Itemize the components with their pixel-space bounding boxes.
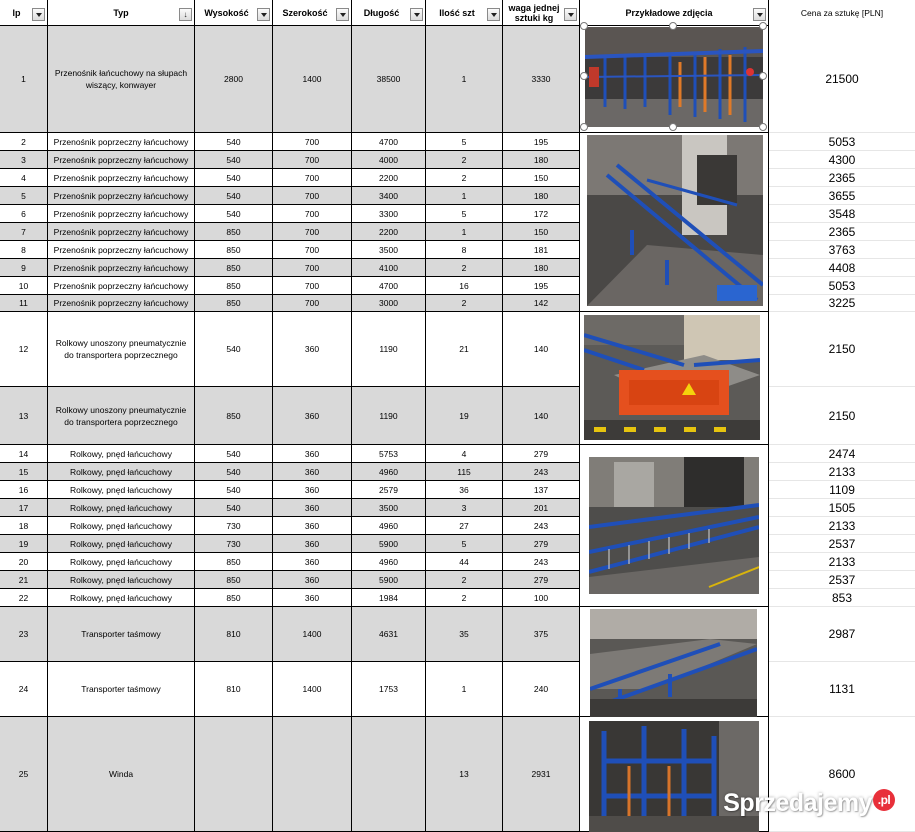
cell-typ[interactable]: Rolkowy, pnęd łańcuchowy bbox=[48, 517, 195, 535]
cell-lp[interactable]: 7 bbox=[0, 223, 48, 241]
cell-ilosc[interactable]: 4 bbox=[426, 445, 503, 463]
cell-typ[interactable]: Przenośnik poprzeczny łańcuchowy bbox=[48, 151, 195, 169]
cell-wys[interactable]: 850 bbox=[195, 223, 273, 241]
resize-handle-bottom-left[interactable] bbox=[580, 123, 588, 131]
cell-cena[interactable]: 3225 bbox=[769, 295, 915, 312]
resize-handle-bottom-middle[interactable] bbox=[669, 123, 677, 131]
cell-waga[interactable]: 142 bbox=[503, 295, 580, 312]
cell-dl[interactable]: 4700 bbox=[352, 277, 426, 295]
cell-typ[interactable]: Przenośnik poprzeczny łańcuchowy bbox=[48, 169, 195, 187]
cell-waga[interactable]: 180 bbox=[503, 187, 580, 205]
cell-szer[interactable]: 360 bbox=[273, 463, 352, 481]
cell-cena[interactable]: 853 bbox=[769, 589, 915, 607]
cell-cena[interactable]: 1505 bbox=[769, 499, 915, 517]
cell-szer[interactable]: 700 bbox=[273, 277, 352, 295]
resize-handle-bottom-right[interactable] bbox=[759, 123, 767, 131]
cell-ilosc[interactable]: 5 bbox=[426, 205, 503, 223]
filter-dropdown-icon[interactable] bbox=[410, 8, 423, 21]
header-zdjecia-label: Przykładowe zdjęcia bbox=[625, 7, 713, 18]
cell-lp[interactable]: 3 bbox=[0, 151, 48, 169]
header-lp-label: lp bbox=[12, 7, 21, 18]
cell-typ[interactable]: Przenośnik poprzeczny łańcuchowy bbox=[48, 295, 195, 312]
cell-waga[interactable]: 137 bbox=[503, 481, 580, 499]
watermark-logo bbox=[723, 789, 895, 818]
header-ilosc-label: Ilość szt bbox=[439, 7, 475, 18]
cell-cena[interactable]: 2365 bbox=[769, 223, 915, 241]
cell-cena[interactable]: 4408 bbox=[769, 259, 915, 277]
cell-dl[interactable]: 5753 bbox=[352, 445, 426, 463]
header-waga bbox=[503, 0, 580, 26]
cell-dl[interactable]: 4960 bbox=[352, 517, 426, 535]
photo-belt-conveyor bbox=[590, 609, 757, 717]
cell-lp[interactable]: 18 bbox=[0, 517, 48, 535]
cell-cena[interactable]: 1131 bbox=[769, 662, 915, 717]
cell-ilosc[interactable]: 35 bbox=[426, 607, 503, 662]
cell-lp[interactable]: 23 bbox=[0, 607, 48, 662]
cell-dl[interactable]: 4000 bbox=[352, 151, 426, 169]
cell-cena[interactable]: 5053 bbox=[769, 277, 915, 295]
cell-lp[interactable]: 9 bbox=[0, 259, 48, 277]
cell-cena[interactable]: 2150 bbox=[769, 387, 915, 445]
filter-dropdown-icon[interactable] bbox=[564, 8, 577, 21]
cell-cena[interactable]: 8600 bbox=[769, 717, 915, 832]
header-cena-label: Cena za sztukę [PLN] bbox=[800, 8, 884, 18]
header-lp bbox=[0, 0, 48, 26]
header-dlugosc-label: Długość bbox=[363, 7, 400, 18]
cell-szer[interactable]: 700 bbox=[273, 187, 352, 205]
cell-lp[interactable]: 5 bbox=[0, 187, 48, 205]
cell-szer[interactable]: 360 bbox=[273, 445, 352, 463]
photo-roller-chain-conveyor bbox=[589, 457, 759, 594]
cell-szer[interactable]: 1400 bbox=[273, 26, 352, 133]
cell-szer[interactable]: 360 bbox=[273, 499, 352, 517]
cell-ilosc[interactable]: 115 bbox=[426, 463, 503, 481]
cell-dl[interactable]: 1753 bbox=[352, 662, 426, 717]
cell-wys[interactable]: 540 bbox=[195, 205, 273, 223]
cell-szer[interactable]: 360 bbox=[273, 517, 352, 535]
cell-lp[interactable]: 15 bbox=[0, 463, 48, 481]
cell-waga[interactable]: 195 bbox=[503, 277, 580, 295]
cell-dl[interactable]: 2200 bbox=[352, 223, 426, 241]
cell-szer[interactable]: 700 bbox=[273, 241, 352, 259]
cell-waga[interactable]: 243 bbox=[503, 463, 580, 481]
cell-typ[interactable]: Przenośnik poprzeczny łańcuchowy bbox=[48, 205, 195, 223]
cell-cena[interactable]: 2474 bbox=[769, 445, 915, 463]
cell-wys[interactable]: 540 bbox=[195, 481, 273, 499]
cell-cena[interactable]: 2133 bbox=[769, 517, 915, 535]
cell-szer[interactable]: 360 bbox=[273, 481, 352, 499]
cell-typ[interactable]: Rolkowy, pnęd łańcuchowy bbox=[48, 571, 195, 589]
cell-dl[interactable]: 5900 bbox=[352, 571, 426, 589]
cell-ilosc[interactable]: 16 bbox=[426, 277, 503, 295]
cell-wys[interactable]: 850 bbox=[195, 553, 273, 571]
photo-chain-cross-conveyor bbox=[587, 135, 763, 306]
cell-lp[interactable]: 22 bbox=[0, 589, 48, 607]
header-wysokosc bbox=[195, 0, 273, 26]
cell-cena[interactable]: 2365 bbox=[769, 169, 915, 187]
cell-cena[interactable]: 1109 bbox=[769, 481, 915, 499]
cell-wys[interactable]: 2800 bbox=[195, 26, 273, 133]
cell-typ[interactable]: Przenośnik łańcuchowy na słupach wiszący, konwayer bbox=[48, 26, 195, 133]
cell-dl[interactable]: 4960 bbox=[352, 553, 426, 571]
cell-typ[interactable]: Przenośnik poprzeczny łańcuchowy bbox=[48, 187, 195, 205]
cell-waga[interactable]: 279 bbox=[503, 571, 580, 589]
filter-dropdown-icon[interactable] bbox=[257, 8, 270, 21]
cell-dl[interactable]: 4960 bbox=[352, 463, 426, 481]
watermark-suffix: .pl bbox=[873, 789, 895, 811]
cell-typ[interactable]: Rolkowy, pnęd łańcuchowy bbox=[48, 553, 195, 571]
cell-lp[interactable]: 12 bbox=[0, 312, 48, 387]
cell-dl[interactable] bbox=[352, 717, 426, 832]
cell-dl[interactable]: 4631 bbox=[352, 607, 426, 662]
cell-typ[interactable]: Przenośnik poprzeczny łańcuchowy bbox=[48, 259, 195, 277]
cell-wys[interactable]: 540 bbox=[195, 312, 273, 387]
cell-cena[interactable]: 21500 bbox=[769, 26, 915, 133]
cell-lp[interactable]: 21 bbox=[0, 571, 48, 589]
filter-dropdown-icon[interactable] bbox=[487, 8, 500, 21]
cell-waga[interactable]: 172 bbox=[503, 205, 580, 223]
cell-typ[interactable]: Transporter taśmowy bbox=[48, 662, 195, 717]
cell-cena[interactable]: 2537 bbox=[769, 571, 915, 589]
cell-szer[interactable]: 360 bbox=[273, 312, 352, 387]
cell-lp[interactable]: 16 bbox=[0, 481, 48, 499]
cell-szer[interactable]: 360 bbox=[273, 589, 352, 607]
cell-lp[interactable]: 14 bbox=[0, 445, 48, 463]
cell-waga[interactable]: 375 bbox=[503, 607, 580, 662]
cell-waga[interactable]: 2931 bbox=[503, 717, 580, 832]
cell-ilosc[interactable]: 19 bbox=[426, 387, 503, 445]
cell-lp[interactable]: 11 bbox=[0, 295, 48, 312]
cell-wys[interactable]: 850 bbox=[195, 589, 273, 607]
photo-hanging-conveyor[interactable] bbox=[585, 27, 763, 127]
cell-wys[interactable]: 850 bbox=[195, 241, 273, 259]
cell-waga[interactable]: 180 bbox=[503, 259, 580, 277]
cell-szer[interactable]: 700 bbox=[273, 205, 352, 223]
cell-dl[interactable]: 1190 bbox=[352, 312, 426, 387]
cell-dl[interactable]: 1984 bbox=[352, 589, 426, 607]
cell-dl[interactable]: 5900 bbox=[352, 535, 426, 553]
resize-handle-middle-right[interactable] bbox=[759, 72, 767, 80]
cell-ilosc[interactable]: 2 bbox=[426, 151, 503, 169]
cell-cena[interactable]: 2133 bbox=[769, 553, 915, 571]
cell-dl[interactable]: 1190 bbox=[352, 387, 426, 445]
cell-waga[interactable]: 140 bbox=[503, 387, 580, 445]
cell-cena[interactable]: 3763 bbox=[769, 241, 915, 259]
cell-dl[interactable]: 3300 bbox=[352, 205, 426, 223]
cell-typ[interactable]: Rolkowy, pnęd łańcuchowy bbox=[48, 445, 195, 463]
cell-ilosc[interactable]: 2 bbox=[426, 259, 503, 277]
cell-wys[interactable]: 730 bbox=[195, 535, 273, 553]
header-szerokosc bbox=[273, 0, 352, 26]
header-wysokosc-label: Wysokość bbox=[204, 7, 249, 18]
cell-cena[interactable]: 2150 bbox=[769, 312, 915, 387]
cell-wys[interactable]: 810 bbox=[195, 607, 273, 662]
cell-waga[interactable]: 279 bbox=[503, 535, 580, 553]
cell-typ[interactable]: Rolkowy unoszony pneumatycznie do transportera poprzecznego bbox=[48, 312, 195, 387]
cell-ilosc[interactable]: 27 bbox=[426, 517, 503, 535]
cell-typ[interactable]: Winda bbox=[48, 717, 195, 832]
cell-wys[interactable]: 540 bbox=[195, 187, 273, 205]
cell-cena[interactable]: 2133 bbox=[769, 463, 915, 481]
cell-szer[interactable] bbox=[273, 717, 352, 832]
cell-typ[interactable]: Rolkowy unoszony pneumatycznie do transportera poprzecznego bbox=[48, 387, 195, 445]
cell-waga[interactable]: 243 bbox=[503, 553, 580, 571]
cell-waga[interactable]: 195 bbox=[503, 133, 580, 151]
cell-szer[interactable]: 700 bbox=[273, 223, 352, 241]
cell-ilosc[interactable]: 13 bbox=[426, 717, 503, 832]
header-szerokosc-label: Szerokość bbox=[282, 7, 328, 18]
header-typ bbox=[48, 0, 195, 26]
cell-szer[interactable]: 700 bbox=[273, 259, 352, 277]
header-dlugosc bbox=[352, 0, 426, 26]
cell-szer[interactable]: 700 bbox=[273, 151, 352, 169]
cell-wys[interactable]: 540 bbox=[195, 499, 273, 517]
cell-szer[interactable]: 1400 bbox=[273, 607, 352, 662]
cell-cena[interactable]: 3548 bbox=[769, 205, 915, 223]
cell-lp[interactable]: 19 bbox=[0, 535, 48, 553]
cell-ilosc[interactable]: 5 bbox=[426, 133, 503, 151]
sort-filter-icon[interactable] bbox=[179, 8, 192, 21]
cell-typ[interactable]: Rolkowy, pnęd łańcuchowy bbox=[48, 499, 195, 517]
cell-lp[interactable]: 4 bbox=[0, 169, 48, 187]
watermark-text: Sprzedajemy bbox=[723, 789, 872, 817]
header-cena bbox=[769, 0, 915, 26]
cell-wys[interactable]: 540 bbox=[195, 169, 273, 187]
photo-pneumatic-roller bbox=[584, 315, 760, 440]
cell-lp[interactable]: 17 bbox=[0, 499, 48, 517]
filter-dropdown-icon[interactable] bbox=[336, 8, 349, 21]
cell-dl[interactable]: 3500 bbox=[352, 241, 426, 259]
cell-ilosc[interactable]: 1 bbox=[426, 26, 503, 133]
cell-szer[interactable]: 1400 bbox=[273, 662, 352, 717]
cell-waga[interactable]: 181 bbox=[503, 241, 580, 259]
cell-typ[interactable]: Transporter taśmowy bbox=[48, 607, 195, 662]
resize-handle-top-left[interactable] bbox=[580, 22, 588, 30]
resize-handle-top-right[interactable] bbox=[759, 22, 767, 30]
cell-wys[interactable]: 850 bbox=[195, 259, 273, 277]
cell-lp[interactable]: 1 bbox=[0, 26, 48, 133]
cell-waga[interactable]: 140 bbox=[503, 312, 580, 387]
cell-typ[interactable]: Rolkowy, pnęd łańcuchowy bbox=[48, 463, 195, 481]
cell-szer[interactable]: 700 bbox=[273, 295, 352, 312]
cell-waga[interactable]: 3330 bbox=[503, 26, 580, 133]
cell-szer[interactable]: 360 bbox=[273, 571, 352, 589]
resize-handle-middle-left[interactable] bbox=[580, 72, 588, 80]
cell-waga[interactable]: 243 bbox=[503, 517, 580, 535]
cell-dl[interactable]: 38500 bbox=[352, 26, 426, 133]
cell-szer[interactable]: 700 bbox=[273, 169, 352, 187]
cell-ilosc[interactable]: 2 bbox=[426, 589, 503, 607]
cell-lp[interactable]: 20 bbox=[0, 553, 48, 571]
cell-cena[interactable]: 2537 bbox=[769, 535, 915, 553]
cell-dl[interactable]: 3000 bbox=[352, 295, 426, 312]
cell-lp[interactable]: 25 bbox=[0, 717, 48, 832]
cell-lp[interactable]: 2 bbox=[0, 133, 48, 151]
cell-szer[interactable]: 360 bbox=[273, 553, 352, 571]
cell-ilosc[interactable]: 2 bbox=[426, 169, 503, 187]
cell-typ[interactable]: Przenośnik poprzeczny łańcuchowy bbox=[48, 223, 195, 241]
cell-ilosc[interactable]: 1 bbox=[426, 187, 503, 205]
cell-dl[interactable]: 3400 bbox=[352, 187, 426, 205]
cell-wys[interactable]: 540 bbox=[195, 133, 273, 151]
cell-lp[interactable]: 13 bbox=[0, 387, 48, 445]
cell-waga[interactable]: 279 bbox=[503, 445, 580, 463]
cell-dl[interactable]: 4100 bbox=[352, 259, 426, 277]
header-typ-label: Typ bbox=[113, 7, 129, 18]
cell-wys[interactable]: 810 bbox=[195, 662, 273, 717]
cell-cena[interactable]: 3655 bbox=[769, 187, 915, 205]
cell-wys[interactable]: 730 bbox=[195, 517, 273, 535]
cell-ilosc[interactable]: 5 bbox=[426, 535, 503, 553]
cell-ilosc[interactable]: 1 bbox=[426, 662, 503, 717]
cell-dl[interactable]: 3500 bbox=[352, 499, 426, 517]
cell-typ[interactable]: Rolkowy, pnęd łańcuchowy bbox=[48, 481, 195, 499]
cell-ilosc[interactable]: 2 bbox=[426, 295, 503, 312]
cell-ilosc[interactable]: 2 bbox=[426, 571, 503, 589]
cell-waga[interactable]: 150 bbox=[503, 223, 580, 241]
cell-szer[interactable]: 360 bbox=[273, 535, 352, 553]
cell-dl[interactable]: 2579 bbox=[352, 481, 426, 499]
cell-szer[interactable]: 360 bbox=[273, 387, 352, 445]
cell-waga[interactable]: 201 bbox=[503, 499, 580, 517]
cell-waga[interactable]: 100 bbox=[503, 589, 580, 607]
cell-wys[interactable] bbox=[195, 717, 273, 832]
cell-waga[interactable]: 180 bbox=[503, 151, 580, 169]
cell-wys[interactable]: 850 bbox=[195, 295, 273, 312]
cell-wys[interactable]: 540 bbox=[195, 151, 273, 169]
cell-dl[interactable]: 4700 bbox=[352, 133, 426, 151]
cell-wys[interactable]: 850 bbox=[195, 387, 273, 445]
cell-waga[interactable]: 150 bbox=[503, 169, 580, 187]
cell-lp[interactable]: 6 bbox=[0, 205, 48, 223]
cell-waga[interactable]: 240 bbox=[503, 662, 580, 717]
cell-typ[interactable]: Rolkowy, pnęd łańcuchowy bbox=[48, 589, 195, 607]
cell-ilosc[interactable]: 1 bbox=[426, 223, 503, 241]
cell-dl[interactable]: 2200 bbox=[352, 169, 426, 187]
cell-typ[interactable]: Przenośnik poprzeczny łańcuchowy bbox=[48, 133, 195, 151]
cell-wys[interactable]: 850 bbox=[195, 571, 273, 589]
cell-wys[interactable]: 850 bbox=[195, 277, 273, 295]
filter-dropdown-icon[interactable] bbox=[753, 8, 766, 21]
cell-cena[interactable]: 2987 bbox=[769, 607, 915, 662]
cell-ilosc[interactable]: 36 bbox=[426, 481, 503, 499]
cell-typ[interactable]: Przenośnik poprzeczny łańcuchowy bbox=[48, 277, 195, 295]
cell-szer[interactable]: 700 bbox=[273, 133, 352, 151]
cell-typ[interactable]: Przenośnik poprzeczny łańcuchowy bbox=[48, 241, 195, 259]
header-waga-label: waga jednej sztuki kg bbox=[508, 2, 560, 23]
cell-lp[interactable]: 8 bbox=[0, 241, 48, 259]
filter-dropdown-icon[interactable] bbox=[32, 8, 45, 21]
cell-wys[interactable]: 540 bbox=[195, 463, 273, 481]
cell-ilosc[interactable]: 21 bbox=[426, 312, 503, 387]
cell-cena[interactable]: 4300 bbox=[769, 151, 915, 169]
cell-cena[interactable]: 5053 bbox=[769, 133, 915, 151]
cell-ilosc[interactable]: 8 bbox=[426, 241, 503, 259]
cell-ilosc[interactable]: 3 bbox=[426, 499, 503, 517]
header-ilosc bbox=[426, 0, 503, 26]
cell-ilosc[interactable]: 44 bbox=[426, 553, 503, 571]
cell-wys[interactable]: 540 bbox=[195, 445, 273, 463]
cell-lp[interactable]: 10 bbox=[0, 277, 48, 295]
cell-typ[interactable]: Rolkowy, pnęd łańcuchowy bbox=[48, 535, 195, 553]
cell-lp[interactable]: 24 bbox=[0, 662, 48, 717]
resize-handle-top-middle[interactable] bbox=[669, 22, 677, 30]
